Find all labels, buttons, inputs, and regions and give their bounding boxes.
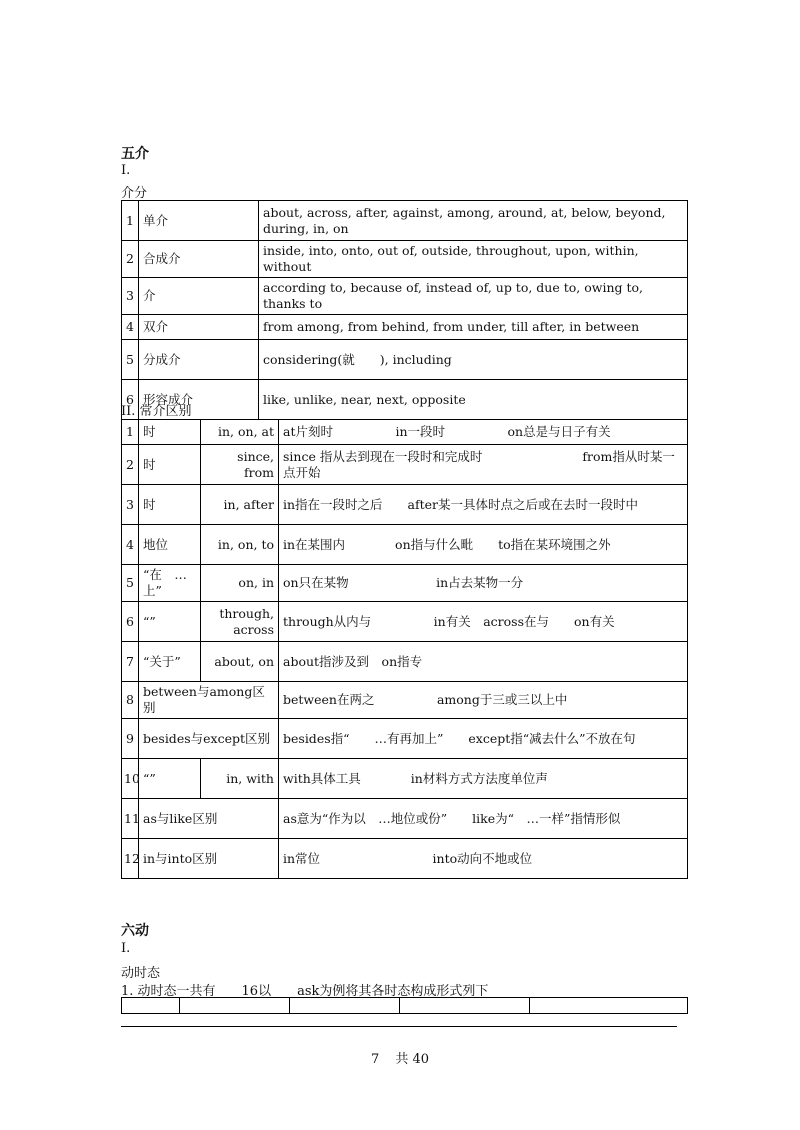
usage-prepositions: on, in [201, 565, 279, 602]
preposition-type: 双介 [139, 315, 259, 340]
section-title-verbs: 六动 [121, 923, 149, 939]
row-number: 6 [122, 602, 139, 642]
subsection-heading: II. 常介区别 [121, 404, 192, 419]
table-row [122, 839, 688, 879]
preposition-examples: according to, because of, instead of, up to, due to, owing to, thanks to [259, 278, 688, 315]
page-total: 共 40 [395, 1052, 430, 1067]
preposition-type: 单介 [139, 201, 259, 241]
usage-description: in在某围内 on指与什么毗 to指在某环境围之外 [279, 525, 688, 565]
usage-description: in指在一段时之后 after某一具体时点之后或在去时一段时中 [279, 485, 688, 525]
usage-prepositions: in, after [201, 485, 279, 525]
preposition-type: 合成介 [139, 241, 259, 278]
preposition-examples: from among, from behind, from under, till after, in between [259, 315, 688, 340]
row-number: 2 [122, 445, 139, 485]
row-number: 4 [122, 525, 139, 565]
usage-topic: “在 …上” [139, 565, 201, 602]
row-number: 12 [122, 839, 139, 879]
preposition-type: 介 [139, 278, 259, 315]
preposition-types-table [121, 200, 688, 420]
usage-topic: between与among区别 [139, 682, 279, 719]
table-row [122, 682, 688, 719]
table-row [122, 759, 688, 799]
usage-description: between在两之 among于三或三以上中 [279, 682, 688, 719]
table-row [122, 420, 688, 445]
table-row [122, 315, 688, 340]
usage-topic: in与into区别 [139, 839, 279, 879]
verb-tense-intro: 1. 动时态一共有 16以 ask为例将其各时态构成形式列下 [121, 984, 489, 999]
preposition-examples: like, unlike, near, next, opposite [259, 380, 688, 420]
row-number: 2 [122, 241, 139, 278]
table-row [122, 525, 688, 565]
row-number: 6 [122, 380, 139, 420]
preposition-type: 分成介 [139, 340, 259, 380]
usage-topic: “关于” [139, 642, 201, 682]
preposition-examples: inside, into, onto, out of, outside, throughout, upon, within, without [259, 241, 688, 278]
page-number: 7 [370, 1052, 380, 1067]
usage-description: besides指“ …有再加上” except指“减去什么”不放在句 [279, 719, 688, 759]
row-number: 10 [122, 759, 139, 799]
verb-tense-table [121, 997, 688, 1014]
usage-topic: “” [139, 759, 201, 799]
table-cell [180, 998, 290, 1014]
usage-description: about指涉及到 on指专 [279, 642, 688, 682]
row-number: 11 [122, 799, 139, 839]
row-number: 5 [122, 565, 139, 602]
footer-divider [121, 1026, 677, 1027]
preposition-examples: considering(就 ), including [259, 340, 688, 380]
table-cell [400, 998, 530, 1014]
usage-prepositions: about, on [201, 642, 279, 682]
usage-prepositions: since, from [201, 445, 279, 485]
usage-prepositions: in, on, at [201, 420, 279, 445]
usage-topic: 时 [139, 485, 201, 525]
table-row [122, 565, 688, 602]
table-row [122, 445, 688, 485]
usage-prepositions: in, with [201, 759, 279, 799]
table-row [122, 719, 688, 759]
subsection-label: 动时态 [121, 966, 161, 981]
preposition-examples: about, across, after, against, among, around, at, below, beyond, during, in, on [259, 201, 688, 241]
row-number: 9 [122, 719, 139, 759]
table-row [122, 602, 688, 642]
usage-description: in常位 into动向不地或位 [279, 839, 688, 879]
page-footer [0, 1048, 800, 1067]
row-number: 5 [122, 340, 139, 380]
table-row [122, 201, 688, 241]
table-row [122, 340, 688, 380]
usage-description: as意为“作为以 …地位或份” like为“ …一样”指情形似 [279, 799, 688, 839]
usage-topic: 时 [139, 445, 201, 485]
usage-description: with具体工具 in材料方式方法度单位声 [279, 759, 688, 799]
table-cell [290, 998, 400, 1014]
subsection-number: I. [121, 941, 131, 956]
table-row [122, 485, 688, 525]
section-title: 五介 [121, 146, 149, 162]
table-row [122, 799, 688, 839]
preposition-type: 形容成介 [139, 380, 259, 420]
table-row [122, 278, 688, 315]
row-number: 4 [122, 315, 139, 340]
table-cell [122, 998, 180, 1014]
usage-topic: 时 [139, 420, 201, 445]
row-number: 7 [122, 642, 139, 682]
usage-description: through从内与 in有关 across在与 on有关 [279, 602, 688, 642]
subsection-label: 介分 [121, 186, 148, 201]
table-row [122, 642, 688, 682]
usage-prepositions: in, on, to [201, 525, 279, 565]
usage-topic: “” [139, 602, 201, 642]
preposition-usage-table [121, 419, 688, 879]
table-row [122, 380, 688, 420]
row-number: 3 [122, 485, 139, 525]
usage-description: at片刻时 in一段时 on总是与日子有关 [279, 420, 688, 445]
usage-description: on只在某物 in占去某物一分 [279, 565, 688, 602]
table-row [122, 241, 688, 278]
usage-description: since 指从去到现在一段时和完成时 from指从时某一点开始 [279, 445, 688, 485]
usage-topic: as与like区别 [139, 799, 279, 839]
usage-topic: 地位 [139, 525, 201, 565]
row-number: 8 [122, 682, 139, 719]
row-number: 1 [122, 201, 139, 241]
usage-topic: besides与except区别 [139, 719, 279, 759]
usage-prepositions: through, across [201, 602, 279, 642]
row-number: 3 [122, 278, 139, 315]
table-cell [530, 998, 688, 1014]
row-number: 1 [122, 420, 139, 445]
subsection-number: I. [121, 163, 131, 178]
